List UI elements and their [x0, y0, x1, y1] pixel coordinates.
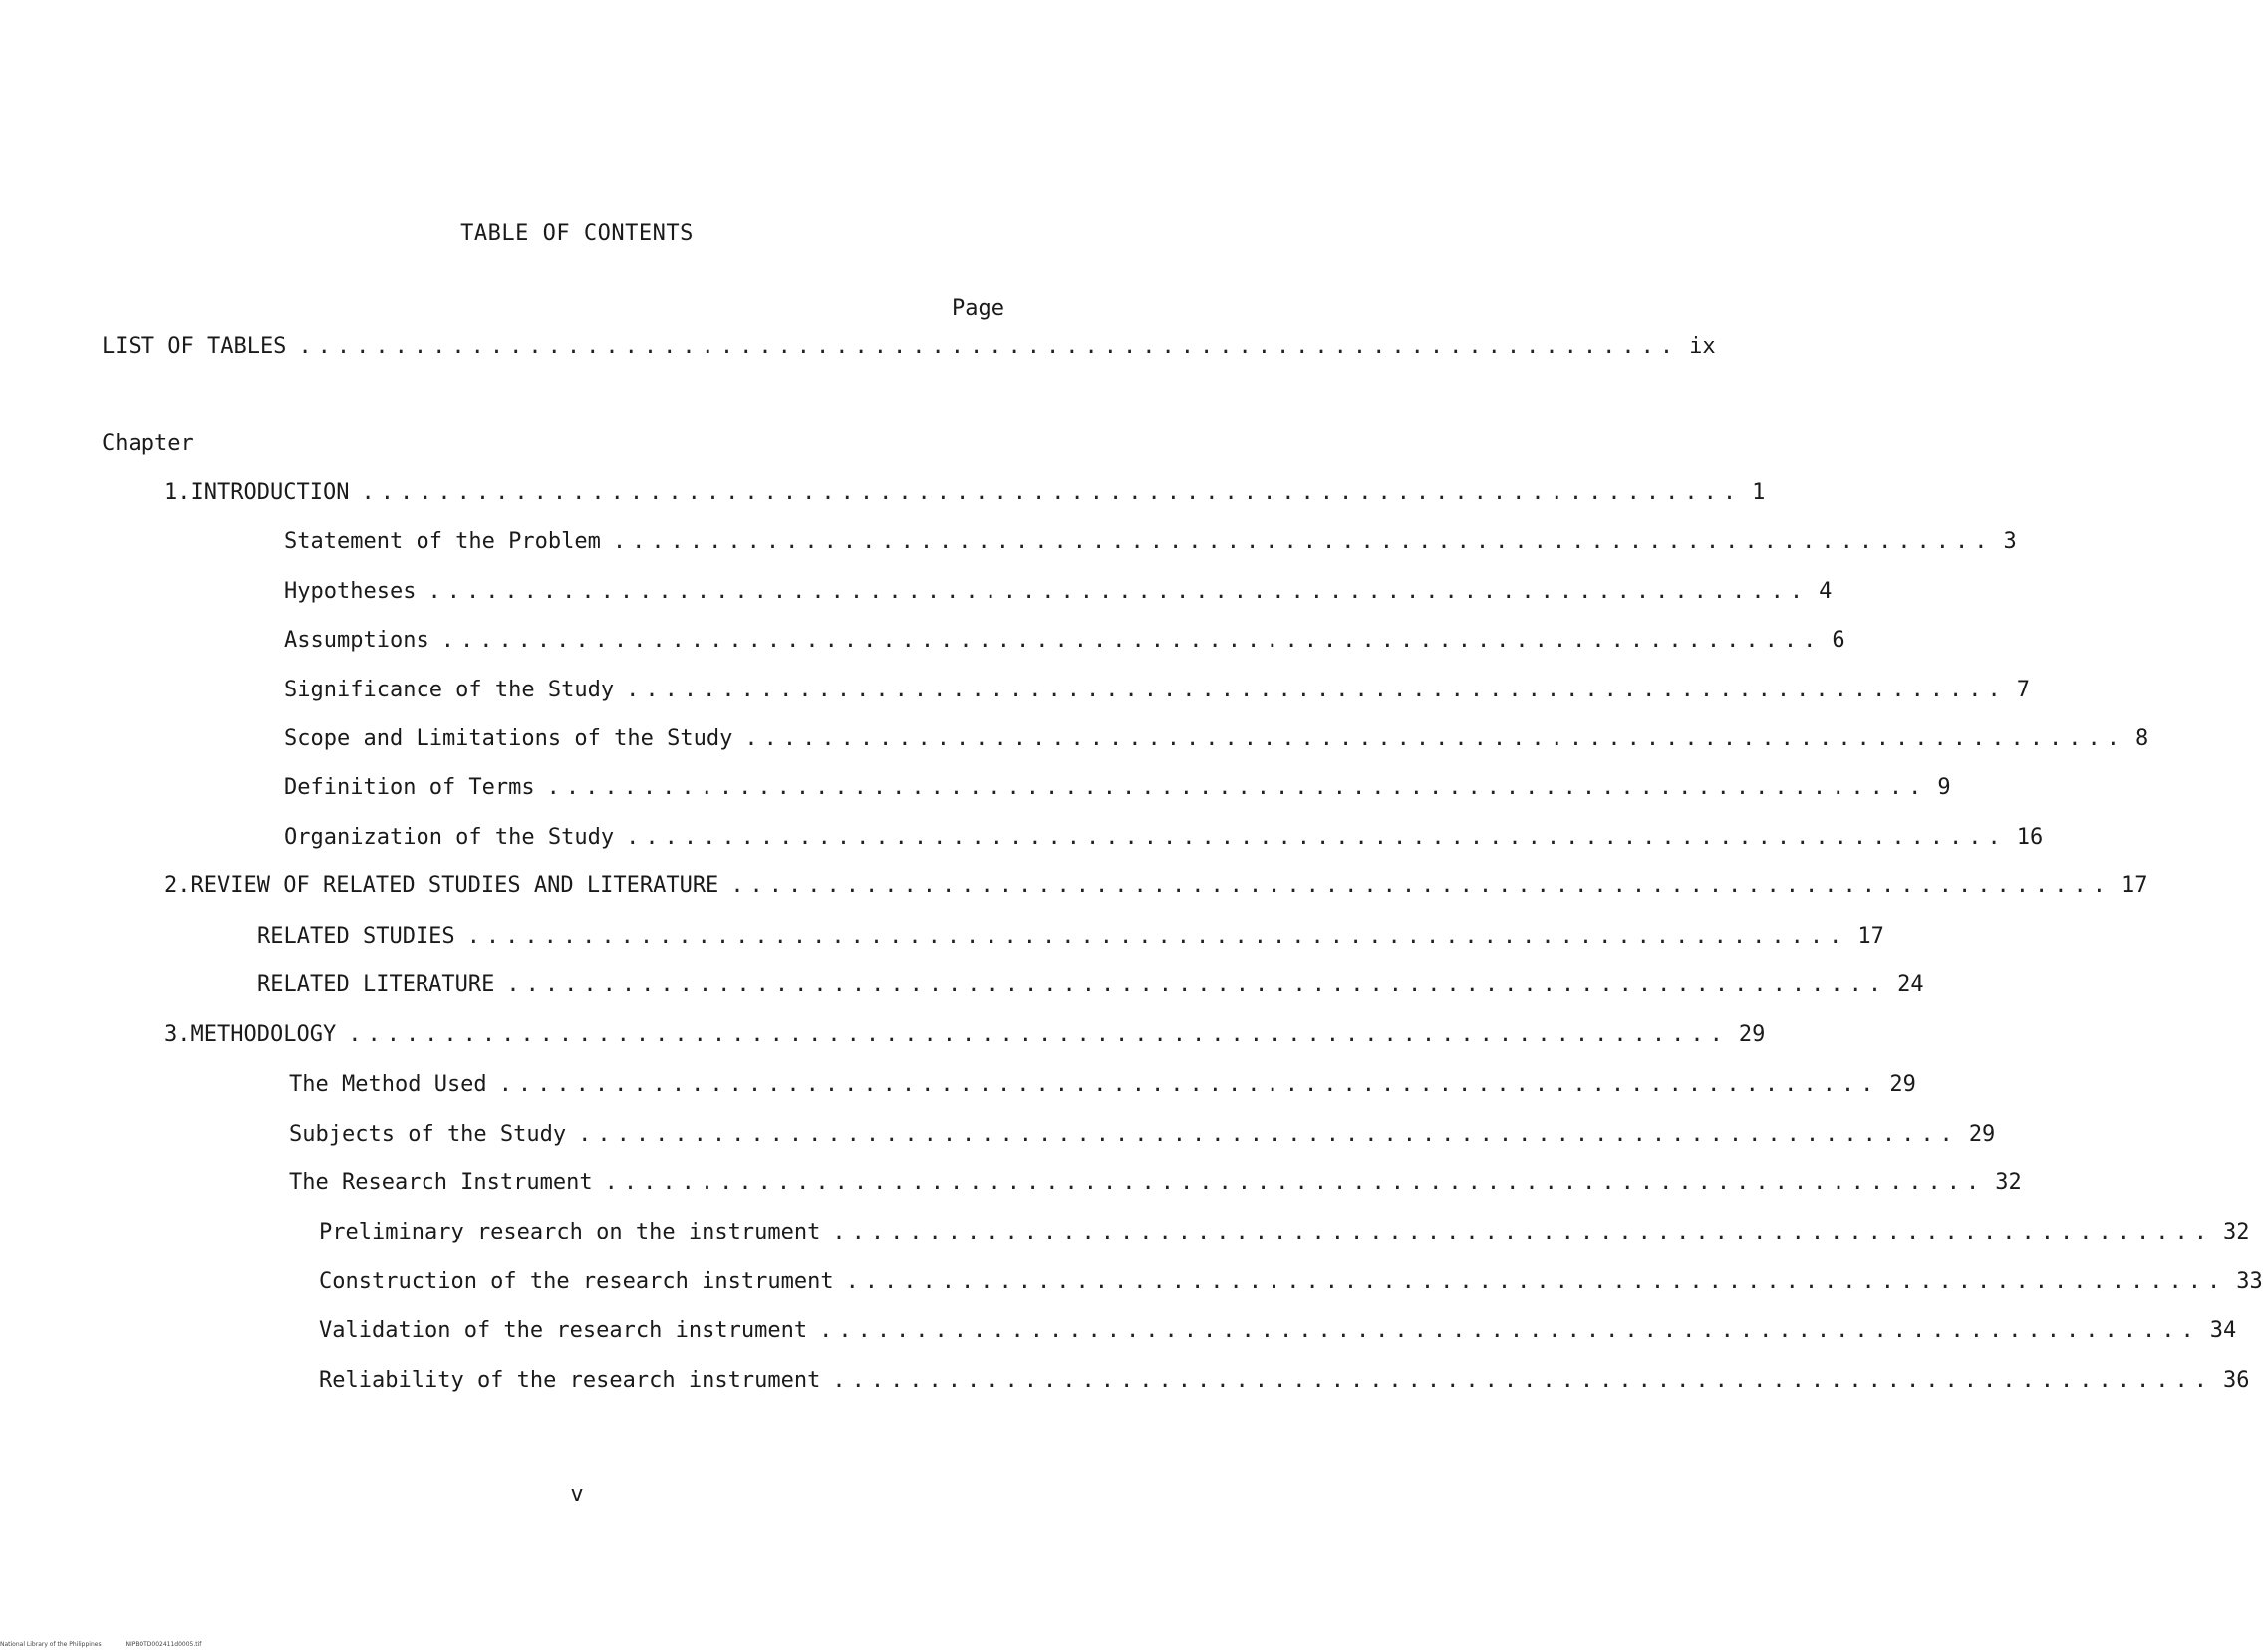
chapter-number: 3.	[164, 1022, 191, 1047]
toc-entry-page: 7	[2016, 678, 2031, 702]
leader-dots: ........................................................................	[832, 1368, 2213, 1393]
toc-entry-subsection	[319, 1318, 2237, 1348]
leader-dots: ........................................................................	[361, 480, 1743, 505]
toc-entry-label: RELATED STUDIES	[257, 924, 455, 949]
toc-entry-page: 17	[1857, 924, 1884, 949]
toc-entry-page: 32	[1995, 1170, 2022, 1195]
toc-entry-page: 1	[1752, 480, 1766, 505]
scan-filename: NIPBOTD002411d0005.tif	[125, 1641, 202, 1648]
leader-dots: ........................................................................	[744, 726, 2125, 751]
toc-entry-label: Construction of the research instrument	[319, 1269, 834, 1294]
toc-entry-page: 29	[1738, 1022, 1766, 1047]
page-number-folio: v	[570, 1482, 584, 1507]
toc-entry-label: METHODOLOGY	[190, 1022, 337, 1047]
toc-entry-section	[289, 1072, 1916, 1102]
toc-entry-section	[284, 775, 1951, 805]
toc-entry-label: RELATED LITERATURE	[257, 972, 495, 997]
toc-entry-section	[257, 972, 1924, 1002]
toc-entry-subsection	[319, 1220, 2250, 1249]
toc-entry-label: Significance of the Study	[284, 678, 615, 702]
toc-entry-page: 29	[1889, 1072, 1916, 1097]
toc-entry-page: ix	[1689, 334, 1716, 359]
toc-entry-label: Reliability of the research instrument	[319, 1368, 821, 1393]
toc-entry-page: 8	[2135, 726, 2149, 751]
toc-entry-label: Statement of the Problem	[284, 529, 601, 554]
library-credit: National Library of the Philippines	[0, 1641, 102, 1648]
leader-dots: ........................................................................	[612, 529, 1994, 554]
toc-entry-chapter	[164, 480, 1766, 510]
toc-entry-page: 17	[2121, 873, 2148, 898]
toc-entry-label: LIST OF TABLES	[102, 334, 287, 359]
toc-entry-label: Subjects of the Study	[289, 1122, 567, 1147]
toc-entry-section	[284, 628, 1845, 658]
page-column-header: Page	[952, 296, 1004, 321]
toc-entry-section	[289, 1122, 1996, 1152]
toc-entry-section	[284, 825, 2044, 855]
toc-entry-label: The Method Used	[289, 1072, 487, 1097]
toc-entry-label: INTRODUCTION	[190, 480, 350, 505]
chapter-number: 2.	[164, 873, 191, 898]
toc-entry-section	[257, 924, 1884, 954]
leader-dots: ........................................................................	[546, 775, 1928, 800]
toc-entry-page: 6	[1832, 628, 1845, 653]
toc-entry-page: 36	[2222, 1368, 2250, 1393]
toc-entry-list-of-tables	[102, 334, 1716, 364]
toc-entry-page: 29	[1968, 1122, 1996, 1147]
leader-dots: ........................................................................	[604, 1170, 1986, 1195]
toc-entry-section	[289, 1170, 2022, 1200]
toc-entry-page: 32	[2222, 1220, 2250, 1244]
toc-entry-page: 34	[2209, 1318, 2237, 1343]
leader-dots: ........................................................................	[298, 334, 1680, 359]
toc-entry-section	[284, 579, 1833, 609]
toc-entry-label: Definition of Terms	[284, 775, 535, 800]
leader-dots: ........................................................................	[626, 825, 2007, 850]
leader-dots: ........................................................................	[578, 1122, 1959, 1147]
toc-entry-section	[284, 529, 2017, 559]
leader-dots: ........................................................................	[832, 1220, 2213, 1244]
leader-dots: ........................................................................	[819, 1318, 2200, 1343]
toc-entry-page: 24	[1897, 972, 1924, 997]
toc-entry-label: REVIEW OF RELATED STUDIES AND LITERATURE	[190, 873, 719, 898]
leader-dots: ........................................................................	[440, 628, 1823, 653]
toc-entry-label: The Research Instrument	[289, 1170, 593, 1195]
toc-entry-label: Assumptions	[284, 628, 429, 653]
toc-entry-label: Validation of the research instrument	[319, 1318, 808, 1343]
toc-entry-subsection	[319, 1368, 2250, 1398]
leader-dots: ........................................................................	[427, 579, 1810, 604]
leader-dots: ........................................................................	[626, 678, 2007, 702]
leader-dots: ........................................................................	[466, 924, 1848, 949]
toc-entry-chapter	[164, 873, 2148, 903]
toc-entry-page: 16	[2016, 825, 2044, 850]
toc-entry-label: Organization of the Study	[284, 825, 615, 850]
toc-entry-page: 9	[1937, 775, 1951, 800]
toc-entry-label: Preliminary research on the instrument	[319, 1220, 821, 1244]
page-title: TABLE OF CONTENTS	[460, 221, 694, 246]
toc-entry-chapter	[164, 1022, 1766, 1052]
toc-entry-section	[284, 678, 2031, 707]
toc-entry-page: 33	[2236, 1269, 2263, 1294]
chapter-number: 1.	[164, 480, 191, 505]
leader-dots: ........................................................................	[498, 1072, 1880, 1097]
toc-entry-subsection	[319, 1269, 2263, 1299]
toc-entry-page: 4	[1819, 579, 1833, 604]
toc-entry-label: Scope and Limitations of the Study	[284, 726, 733, 751]
scan-footer	[0, 1641, 223, 1648]
toc-entry-label: Hypotheses	[284, 579, 417, 604]
leader-dots: ........................................................................	[506, 972, 1888, 997]
chapter-heading: Chapter	[102, 431, 194, 456]
toc-entry-page: 3	[2003, 529, 2017, 554]
leader-dots: ........................................................................	[348, 1022, 1729, 1047]
leader-dots: ........................................................................	[730, 873, 2112, 898]
toc-entry-section	[284, 726, 2149, 756]
leader-dots: ........................................................................	[845, 1269, 2227, 1294]
